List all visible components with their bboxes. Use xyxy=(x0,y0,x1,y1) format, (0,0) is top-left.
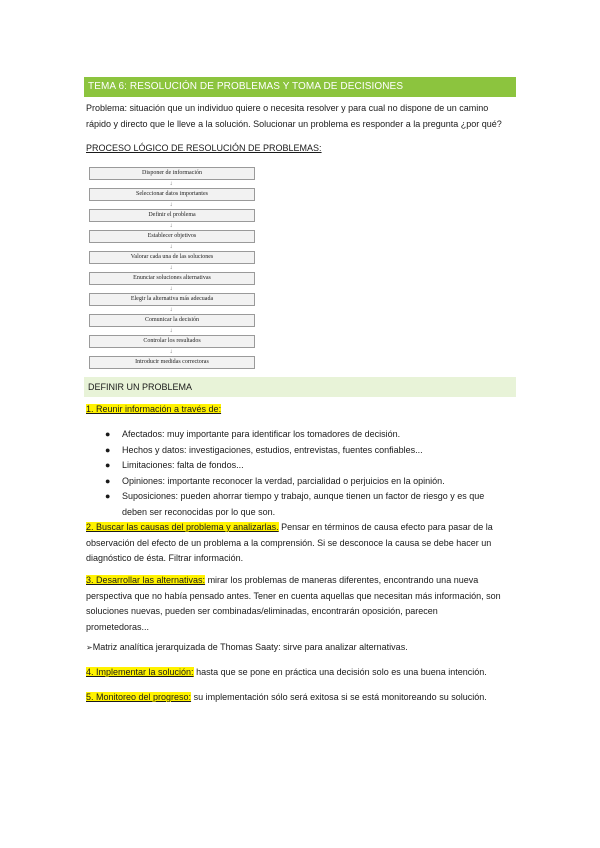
bullet-item xyxy=(86,474,516,490)
bullet-item xyxy=(86,489,516,520)
flow-step: Controlar los resultados xyxy=(89,335,255,348)
bullet-icon: ● xyxy=(105,491,111,501)
problema-definition xyxy=(86,101,516,132)
arrow-icon: ➢ xyxy=(86,643,93,652)
step-5-text: su implementación sólo será exitosa si se está monitoreando su solución. xyxy=(191,692,487,702)
bullet-text: Suposiciones: pueden ahorrar tiempo y trabajo, aunque tienen un factor de riesgo y es que xyxy=(122,491,485,501)
flow-arrow-icon: ↓ xyxy=(169,265,173,271)
proceso-heading: PROCESO LÓGICO DE RESOLUCIÓN DE PROBLEMAS: xyxy=(86,143,322,153)
flow-arrow-icon: ↓ xyxy=(169,202,173,208)
step-2-line-2: observación del efecto de un problema a la comprensión. Si se desconoce la causa se debe hacer un xyxy=(86,537,492,548)
step-3-line-4: prometedoras... xyxy=(86,621,150,632)
bullet-icon: ● xyxy=(105,460,111,470)
flow-step: Introducir medidas correctoras xyxy=(89,356,255,369)
bullet-item xyxy=(86,427,516,443)
step-3 xyxy=(86,573,516,635)
flow-step: Definir el problema xyxy=(89,209,255,222)
problema-line-2: rápido y directo que le lleve a la solución. Solucionar un problema es responder a la pregunta ¿por qué? xyxy=(86,118,502,129)
bullet-text: Limitaciones: falta de fondos... xyxy=(122,460,244,470)
flow-arrow-icon: ↓ xyxy=(169,181,173,187)
step-2-line-3: diagnóstico de ésta. Filtrar información. xyxy=(86,553,244,563)
flow-arrow-icon: ↓ xyxy=(169,223,173,229)
bullet-item xyxy=(86,458,516,474)
step-2-label: 2. Buscar las causas del problema y analizarlas. xyxy=(86,522,279,532)
step-4 xyxy=(86,665,516,681)
step-2 xyxy=(86,520,516,567)
step-5-label: 5. Monitoreo del progreso: xyxy=(86,692,192,702)
flow-arrow-icon: ↓ xyxy=(169,307,173,313)
document-title: TEMA 6: RESOLUCIÓN DE PROBLEMAS Y TOMA DE DECISIONES xyxy=(84,77,516,97)
bullet-text: Afectados: muy importante para identificar los tomadores de decisión. xyxy=(122,429,401,439)
bullet-text: Hechos y datos: investigaciones, estudios, entrevistas, fuentes confiables... xyxy=(122,444,423,455)
step-1 xyxy=(86,402,516,418)
step-1-label: 1. Reunir información a través de: xyxy=(86,404,222,414)
matriz-text: Matriz analítica jerarquizada de Thomas Saaty: sirve para analizar alternativas. xyxy=(92,642,408,652)
flow-step: Disponer de información xyxy=(89,167,255,180)
bullet-icon: ● xyxy=(105,475,111,486)
flow-arrow-icon: ↓ xyxy=(169,244,173,250)
process-flowchart xyxy=(89,167,253,369)
flow-arrow-icon: ↓ xyxy=(169,328,173,334)
matriz-note xyxy=(86,640,516,656)
bullet-list xyxy=(86,427,516,520)
flow-arrow-icon: ↓ xyxy=(169,349,173,355)
flow-step: Comunicar la decisión xyxy=(89,314,255,327)
flow-step: Establecer objetivos xyxy=(89,230,255,243)
flow-step: Seleccionar datos importantes xyxy=(89,188,255,201)
step-2-text: Pensar en términos de causa efecto para pasar de la xyxy=(278,522,493,532)
flow-step: Enunciar soluciones alternativas xyxy=(89,272,255,285)
bullet-icon: ● xyxy=(105,444,111,455)
step-3-text: mirar los problemas de maneras diferentes, encontrando una nueva xyxy=(205,575,479,585)
problema-line-1: Problema: situación que un individuo quiere o necesita resolver y para cual no dispone de un camino xyxy=(86,103,489,113)
bullet-text-continued: deben ser reconocidas por lo que son. xyxy=(122,506,276,517)
step-4-label: 4. Implementar la solución: xyxy=(86,667,194,677)
definir-heading: DEFINIR UN PROBLEMA xyxy=(84,377,516,397)
step-3-line-2: perspectiva que no había pensado antes. Tener en cuenta aquellas que necesitan más información, son xyxy=(86,590,501,601)
bullet-text: Opiniones: importante reconocer la verdad, parcialidad o perjuicios en la opinión. xyxy=(122,475,445,486)
bullet-item xyxy=(86,443,516,459)
flow-arrow-icon: ↓ xyxy=(169,286,173,292)
step-4-text: hasta que se pone en práctica una decisión solo es una buena intención. xyxy=(193,667,487,677)
step-3-line-3: soluciones nuevas, pueden ser combinadas/eliminadas, encontrarán oposición, parecen xyxy=(86,606,438,616)
flow-step: Valorar cada una de las soluciones xyxy=(89,251,255,264)
bullet-icon: ● xyxy=(105,429,111,439)
step-5 xyxy=(86,690,516,706)
flow-step: Elegir la alternativa más adecuada xyxy=(89,293,255,306)
step-3-label: 3. Desarrollar las alternativas: xyxy=(86,575,206,585)
